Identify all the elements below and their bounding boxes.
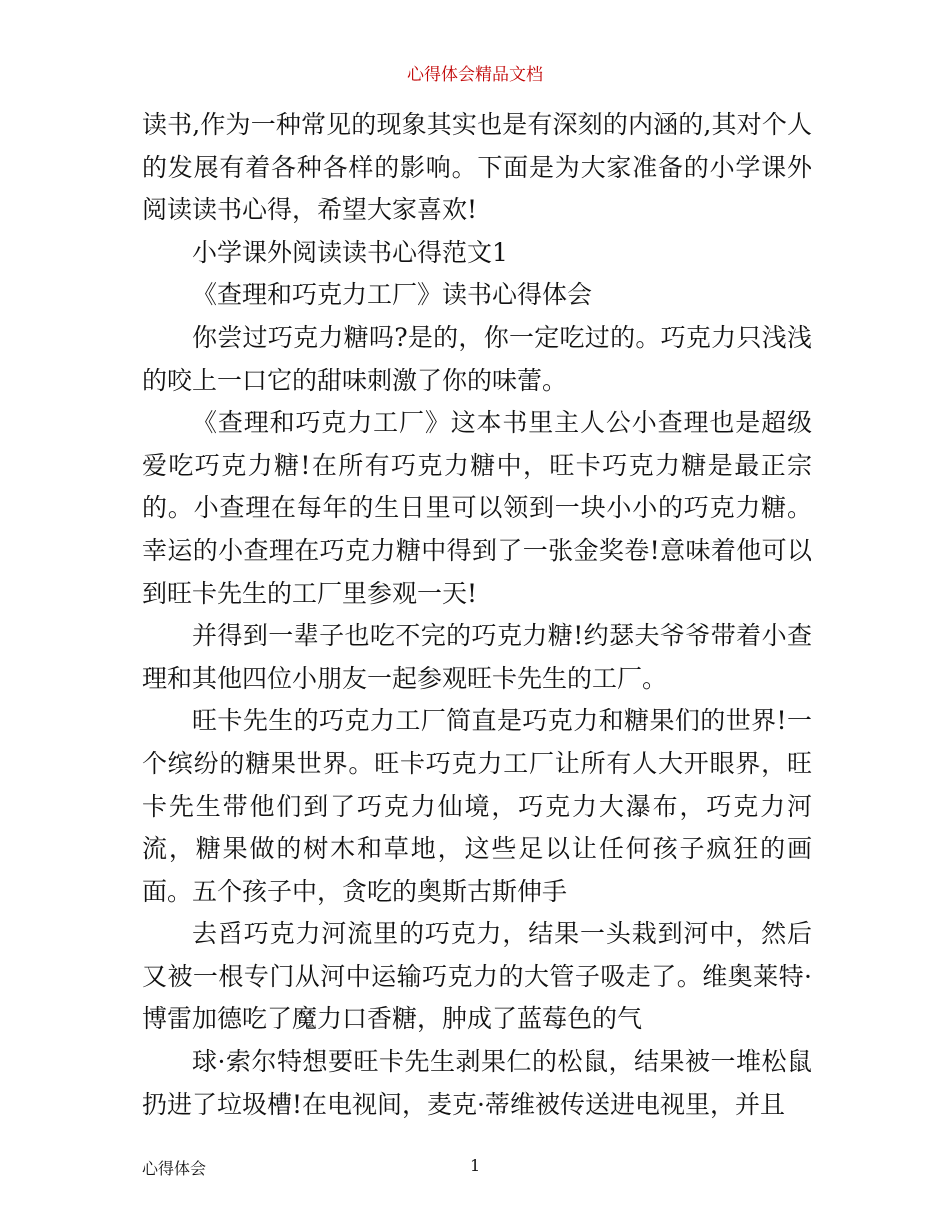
document-body — [142, 104, 812, 1126]
body-paragraph: 去舀巧克力河流里的巧克力，结果一头栽到河中，然后又被一根专门从河中运输巧克力的大管子吸走了。维奥莱特·博雷加德吃了魔力口香糖，肿成了蓝莓色的气 — [142, 919, 812, 1034]
body-paragraph: 球·索尔特想要旺卡先生剥果仁的松鼠，结果被一堆松鼠扔进了垃圾槽!在电视间，麦克·蒂维被传送进电视里，并且 — [142, 1047, 812, 1119]
footer-label: 心得体会 — [142, 1159, 207, 1178]
section-heading: 小学课外阅读读书心得范文1 — [192, 237, 508, 267]
body-paragraph: 你尝过巧克力糖吗?是的，你一定吃过的。巧克力只浅浅的咬上一口它的甜味刺激了你的味蕾。 — [142, 322, 812, 395]
body-paragraph: 并得到一辈子也吃不完的巧克力糖!约瑟夫爷爷带着小查理和其他四位小朋友一起参观旺卡先生的工厂。 — [142, 621, 812, 693]
essay-title: 《查理和巧克力工厂》读书心得体会 — [192, 280, 593, 310]
page-number: 1 — [470, 1156, 481, 1175]
intro-paragraph: 读书,作为一种常见的现象其实也是有深刻的内涵的,其对个人的发展有着各种各样的影响。下面是为大家准备的小学课外阅读读书心得，希望大家喜欢! — [142, 110, 812, 225]
body-paragraph: 旺卡先生的巧克力工厂简直是巧克力和糖果们的世界!一个缤纷的糖果世界。旺卡巧克力工厂让所有人大开眼界，旺卡先生带他们到了巧克力仙境，巧克力大瀑布，巧克力河流，糖果做的树木和草地，这些足以让任何孩子疯狂的画面。五个孩子中，贪吃的奥斯古斯伸手 — [142, 706, 812, 906]
body-paragraph: 《查理和巧克力工厂》这本书里主人公小查理也是超级爱吃巧克力糖!在所有巧克力糖中，旺卡巧克力糖是最正宗的。小查理在每年的生日里可以领到一块小小的巧克力糖。幸运的小查理在巧克力糖中得到了一张金奖卷!意味着他可以到旺卡先生的工厂里参观一天! — [142, 408, 812, 608]
page-header-title: 心得体会精品文档 — [407, 65, 543, 85]
